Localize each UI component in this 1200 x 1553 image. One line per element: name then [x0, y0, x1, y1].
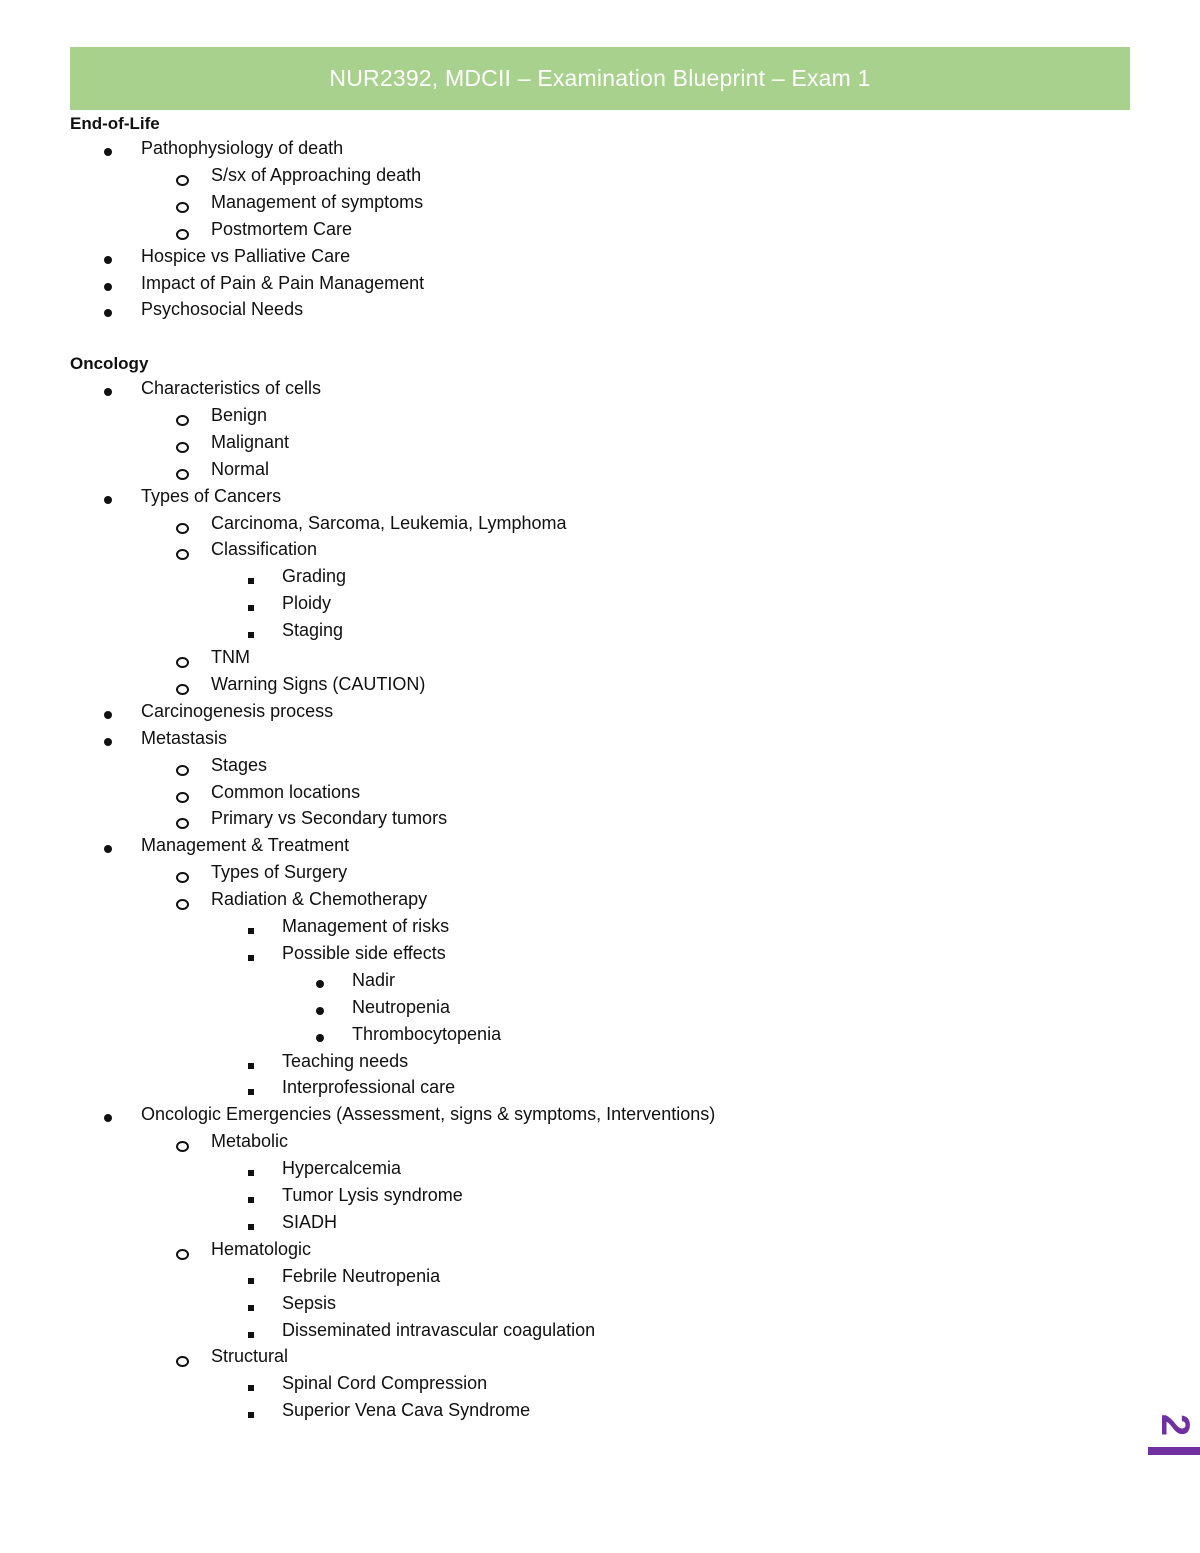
outline-item-level-2: Stages: [211, 754, 268, 775]
bullet-square-icon: [248, 578, 254, 584]
page-number: 2: [1153, 1413, 1197, 1437]
outline-item-level-2: Benign: [211, 404, 268, 425]
bullet-square-icon: [248, 1385, 254, 1391]
bullet-circle-icon: [176, 1249, 189, 1260]
outline-item-level-2: Management of symptoms: [211, 191, 424, 212]
outline-item-level-2: Normal: [211, 458, 270, 479]
bullet-circle-icon: [176, 523, 189, 534]
bullet-circle-icon: [176, 684, 189, 695]
bullet-circle-icon: [176, 765, 189, 776]
bullet-square-icon: [248, 1063, 254, 1069]
outline-item-level-3: Possible side effects: [282, 942, 446, 963]
outline-item-level-3: Tumor Lysis syndrome: [282, 1185, 463, 1205]
outline-item-level-1: Characteristics of cells: [141, 378, 322, 398]
outline-item-level-3: Disseminated intravascular coagulation: [282, 1319, 596, 1340]
outline-item-level-2: Types of Surgery: [211, 862, 348, 883]
outline-item-level-1: Hospice vs Palliative Care: [141, 245, 351, 266]
bullet-dot-icon: [316, 1034, 324, 1042]
bullet-dot-icon: [104, 283, 112, 291]
outline-item-level-3: Teaching needs: [282, 1050, 409, 1071]
outline-item-level-2: Common locations: [211, 781, 361, 802]
bullet-square-icon: [248, 928, 254, 934]
bullet-dot-icon: [104, 309, 112, 317]
bullet-circle-icon: [176, 1356, 189, 1367]
bullet-circle-icon: [176, 442, 189, 453]
outline-item-level-2: Primary vs Secondary tumors: [211, 808, 448, 829]
bullet-circle-icon: [176, 202, 189, 213]
bullet-square-icon: [248, 605, 254, 611]
outline-item-level-2: S/sx of Approaching death: [211, 164, 422, 185]
bullet-circle-icon: [176, 899, 189, 910]
outline-item-level-2: Structural: [211, 1346, 289, 1367]
outline-item-level-3: Spinal Cord Compression: [282, 1373, 488, 1394]
outline-item-level-3: Hypercalcemia: [282, 1158, 402, 1179]
outline-item-level-1: Oncologic Emergencies (Assessment, signs & symptoms, Interventions): [141, 1104, 716, 1125]
outline-item-level-3: Superior Vena Cava Syndrome: [282, 1400, 531, 1421]
bullet-square-icon: [248, 1224, 254, 1230]
bullet-square-icon: [248, 1412, 254, 1418]
bullet-circle-icon: [176, 872, 189, 883]
bullet-square-icon: [248, 632, 254, 638]
outline-item-level-1: Impact of Pain & Pain Management: [141, 272, 425, 293]
bullet-dot-icon: [104, 711, 112, 719]
bullet-dot-icon: [316, 1007, 324, 1015]
outline-item-level-3: Grading: [282, 566, 347, 587]
bullet-circle-icon: [176, 415, 189, 426]
outline-item-level-1: Management & Treatment: [141, 835, 350, 856]
outline-item-level-3: Staging: [282, 620, 344, 641]
bullet-circle-icon: [176, 657, 189, 668]
outline-item-level-2: Radiation & Chemotherapy: [211, 889, 428, 910]
page-number-bar: [1148, 1447, 1200, 1455]
bullet-square-icon: [248, 1089, 254, 1095]
bullet-dot-icon: [104, 148, 112, 156]
bullet-circle-icon: [176, 792, 189, 803]
page-title: NUR2392, MDCII – Examination Blueprint – Exam 1: [329, 65, 871, 91]
bullet-square-icon: [248, 1278, 254, 1284]
bullet-square-icon: [248, 1332, 254, 1338]
bullet-circle-icon: [176, 469, 189, 480]
outline-item-level-2: TNM: [211, 647, 250, 667]
bullet-square-icon: [248, 1170, 254, 1176]
outline-item-level-4: Nadir: [352, 969, 396, 990]
section-title: Oncology: [70, 354, 149, 373]
outline-item-level-3: Interprofessional care: [282, 1077, 456, 1098]
bullet-circle-icon: [176, 818, 189, 829]
outline-item-level-1: Types of Cancers: [141, 485, 282, 506]
bullet-square-icon: [248, 1197, 254, 1203]
outline-item-level-3: Ploidy: [282, 593, 332, 614]
outline-item-level-3: Management of risks: [282, 916, 450, 936]
outline-item-level-1: Metastasis: [141, 727, 228, 748]
outline-item-level-1: Psychosocial Needs: [141, 299, 304, 320]
bullet-circle-icon: [176, 1141, 189, 1152]
bullet-square-icon: [248, 1305, 254, 1311]
outline-item-level-1: Pathophysiology of death: [141, 138, 344, 158]
outline-item-level-2: Metabolic: [211, 1131, 289, 1152]
outline-item-level-3: Sepsis: [282, 1292, 337, 1313]
outline-item-level-2: Classification: [211, 539, 318, 560]
bullet-dot-icon: [316, 980, 324, 988]
outline-item-level-4: Neutropenia: [352, 996, 451, 1017]
bullet-dot-icon: [104, 845, 112, 853]
bullet-dot-icon: [104, 1114, 112, 1122]
bullet-circle-icon: [176, 229, 189, 240]
bullet-dot-icon: [104, 256, 112, 264]
outline-item-level-2: Postmortem Care: [211, 218, 353, 239]
outline-item-level-2: Malignant: [211, 431, 290, 452]
outline-item-level-2: Warning Signs (CAUTION): [211, 673, 426, 694]
outline-item-level-2: Carcinoma, Sarcoma, Leukemia, Lymphoma: [211, 512, 567, 533]
outline-item-level-3: Febrile Neutropenia: [282, 1265, 441, 1286]
header-banner: [70, 47, 1130, 110]
bullet-dot-icon: [104, 388, 112, 396]
bullet-circle-icon: [176, 175, 189, 186]
outline-item-level-2: Hematologic: [211, 1238, 312, 1259]
outline-item-level-4: Thrombocytopenia: [352, 1023, 502, 1044]
bullet-dot-icon: [104, 738, 112, 746]
bullet-dot-icon: [104, 496, 112, 504]
bullet-circle-icon: [176, 549, 189, 560]
bullet-square-icon: [248, 955, 254, 961]
section-title: End-of-Life: [70, 114, 160, 133]
outline-item-level-3: SIADH: [282, 1211, 338, 1232]
outline-item-level-1: Carcinogenesis process: [141, 700, 334, 721]
